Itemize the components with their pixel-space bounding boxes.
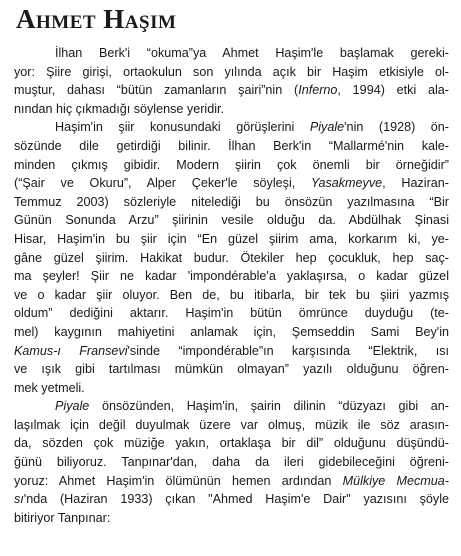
text-line: Piyale önsözünden, Haşim'in, şairin dilinin “düzyazı gibi an- [55,399,449,414]
text-line: bitiriyor Tanpınar: [14,510,111,525]
chapter-heading: Ahmet Haşim [16,4,177,34]
text-line: ve o kadar şiir oluyor. Ben de, bu itibarla, bir tek bu şiiri yazmış [14,287,449,302]
text-line: ğünü biliyoruz. Tanpınar'dan, daha da ileri gidebileceğini öğreni- [14,455,449,470]
text-line: da, sözden çok müziğe yakın, ortaklaşa bir dil” olduğunu düşündü- [14,436,449,451]
paragraph-3 [14,397,449,527]
paragraph-2 [14,118,449,397]
text-line: oldum” dediğini aktarır. Haşim'in bütün ömrünce duyduğu (te- [14,306,449,321]
text-line: mek yetmeli. [14,380,85,395]
text-line: nından hiç çıkmadığı söylense yeridir. [14,101,225,116]
paragraph-1 [14,44,449,118]
text-line: minden çıkmış gibidir. Modern şiirin çok önemli bir örneğidir” [14,157,449,172]
text-line: Hisar, Haşim'in bu şiir için “En güzel şiirim ama, korkarım ki, ye- [14,231,449,246]
text-line: Temmuz 2003) sözleriyle nitelediği bu önsözün yazılmasına “Bir [14,194,449,209]
text-line: muştur, dahası “bütün zamanların şairi”nin (Inferno, 1994) etki ala- [14,83,449,98]
text-line: gâne güzel şiirim. Hakikat budur. Ötekiler hep çocukluk, hep saç- [14,250,449,265]
text-line: ma şeyler! Şiir ne kadar 'impondérable'a yaklaşırsa, o kadar güzel [14,269,449,284]
text-line: mel) kaygının mahiyetini anlamak için, Şemseddin Sami Bey'in [14,324,449,339]
text-line: Günün Sonunda Arzu” şiirinin vesile olduğu da. Abdülhak Şinasi [14,213,449,228]
text-line: İlhan Berk'i “okuma”ya Ahmet Haşim'le başlamak gereki- [55,46,449,60]
text-line: laşılmak için değil duyulmak üzere var olmuş, müzik ile söz arasın- [14,417,449,432]
text-line: ve ışık gibi tartılması mümkün olmayan” yazılı olduğunu öğren- [14,362,449,377]
text-line: sözünde dile getirdiği bilinir. İlhan Berk'in “Mallarmé'nin kale- [14,138,449,153]
text-line: yoruz: Ahmet Haşim'in ölümünün hemen ardından Mülkiye Mecmua- [14,473,449,488]
text-line: (“Şair ve Okuru”, Alper Çeker'le söyleşi, Yasakmeyve, Haziran- [14,176,449,191]
text-line: Kamus-ı Fransevi'sinde “impondérable”ın karşısında “Elektrik, ısı [14,343,449,358]
text-line: sı'nda (Haziran 1933) çıkan "Ahmed Haşim'e Dair" yazısını şöyle [14,492,449,507]
text-line: Haşim'in şiir konusundaki görüşlerini Piyale'nin (1928) ön- [55,120,449,135]
text-line: yor: Şiire girişi, ortaokulun son yılında açık bir Haşim etkisiyle ol- [14,64,449,79]
